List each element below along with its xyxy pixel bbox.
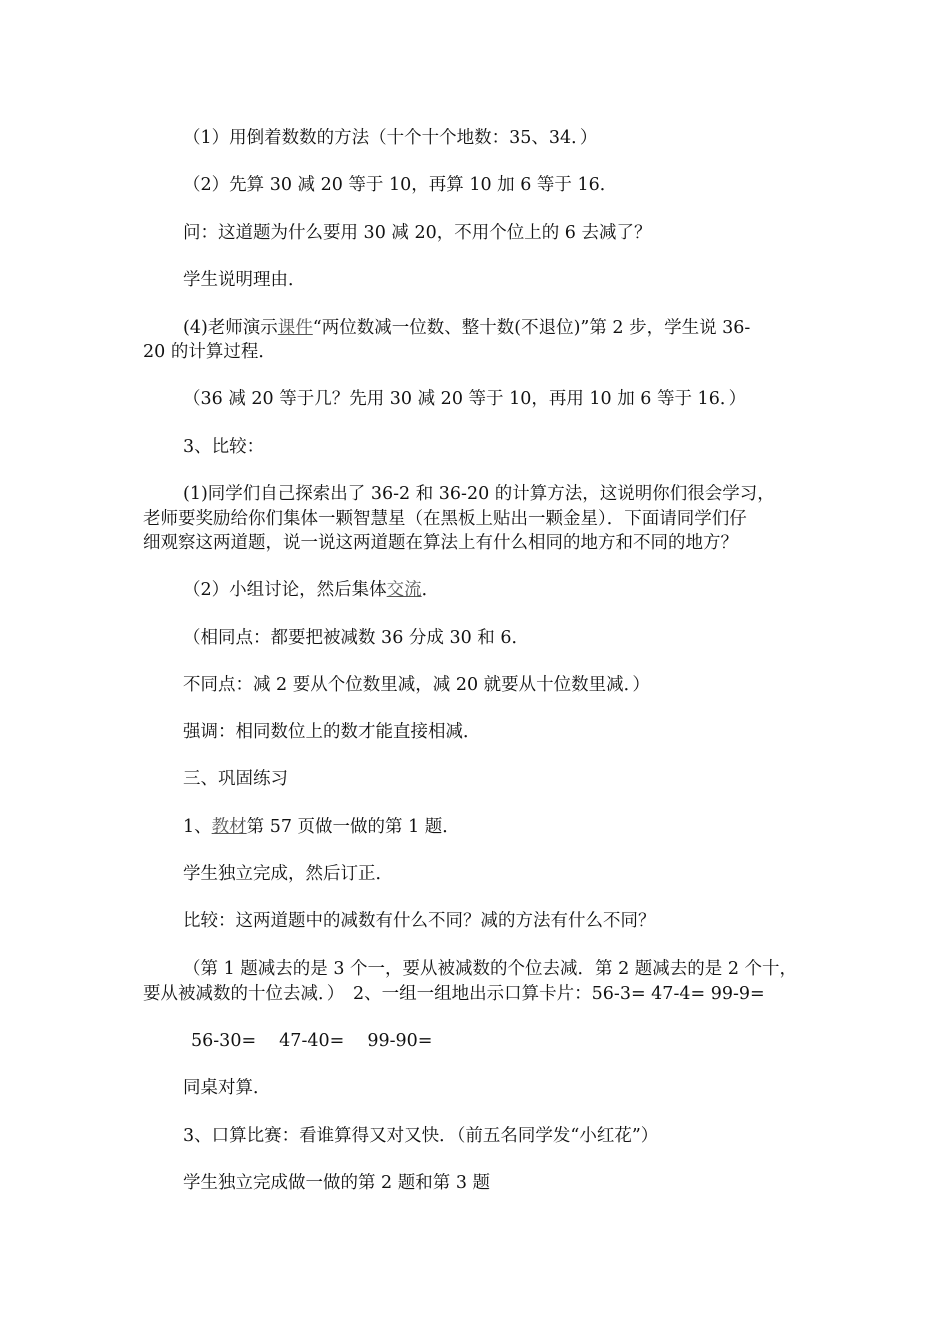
- paragraph-line: （相同点：都要把被减数 36 分成 30 和 6．: [183, 628, 529, 648]
- text-segment: 第 57 页做一做的第 1 题．: [246, 817, 460, 837]
- text-segment: “两位数减一位数、整十数(不退位)”第 2 步，学生说 36-: [312, 318, 751, 338]
- paragraph-line: 同桌对算．: [183, 1078, 271, 1098]
- paragraph-line: 20 的计算过程．: [143, 342, 276, 362]
- section-heading: 三、巩固练习: [183, 769, 288, 789]
- paragraph-line: （第 1 题减去的是 3 个一，要从被减数的个位去减．第 2 题减去的是 2 个十，: [183, 959, 798, 979]
- paragraph-line: 老师要奖励给你们集体一颗智慧星（在黑板上贴出一颗金星）．下面请同学们仔: [143, 509, 747, 529]
- paragraph-line: (1)同学们自己探索出了 36-2 和 36-20 的计算方法，这说明你们很会学习，: [183, 484, 775, 504]
- text-segment: 1、: [183, 817, 212, 837]
- text-segment: （2）小组讨论，然后集体: [183, 580, 387, 600]
- exchange-link[interactable]: 交流: [386, 580, 422, 600]
- paragraph-line: 要从被减数的十位去减．） 2、一组一组地出示口算卡片：56-3= 47-4= 99-9=: [143, 984, 765, 1004]
- paragraph-line: [183, 815, 460, 839]
- paragraph-line: 细观察这两道题，说一说这两道题在算法上有什么相同的地方和不同的地方？: [143, 533, 738, 553]
- paragraph-line: 问：这道题为什么要用 30 减 20，不用个位上的 6 去减了？: [183, 223, 652, 243]
- paragraph-line: 3、口算比赛：看谁算得又对又快．（前五名同学发“小红花”）: [183, 1126, 659, 1146]
- section-heading: 3、比较：: [183, 437, 265, 457]
- courseware-link[interactable]: 课件: [277, 318, 313, 338]
- paragraph-line: 比较：这两道题中的减数有什么不同？减的方法有什么不同？: [183, 911, 656, 931]
- text-segment: ．: [421, 580, 440, 600]
- paragraph-line: [183, 578, 439, 602]
- paragraph-line: 学生独立完成做一做的第 2 题和第 3 题: [183, 1173, 491, 1193]
- paragraph-line: （2）先算 30 减 20 等于 10，再算 10 加 6 等于 16．: [183, 175, 618, 195]
- text-segment: (4)老师演示: [183, 318, 278, 338]
- paragraph-line: [183, 316, 750, 340]
- paragraph-line: 强调：相同数位上的数才能直接相减．: [183, 722, 481, 742]
- paragraph-line: 不同点：减 2 要从个位数里减，减 20 就要从十位数里减．）: [183, 675, 650, 695]
- paragraph-line: （1）用倒着数数的方法（十个十个地数：35、34．）: [183, 128, 598, 148]
- paragraph-line: 56-30= 47-40= 99-90=: [191, 1031, 433, 1051]
- textbook-link[interactable]: 教材: [211, 817, 247, 837]
- paragraph-line: （36 减 20 等于几？先用 30 减 20 等于 10，再用 10 加 6 等于 16．）: [183, 389, 747, 409]
- paragraph-line: 学生独立完成，然后订正．: [183, 864, 393, 884]
- paragraph-line: 学生说明理由．: [183, 270, 306, 290]
